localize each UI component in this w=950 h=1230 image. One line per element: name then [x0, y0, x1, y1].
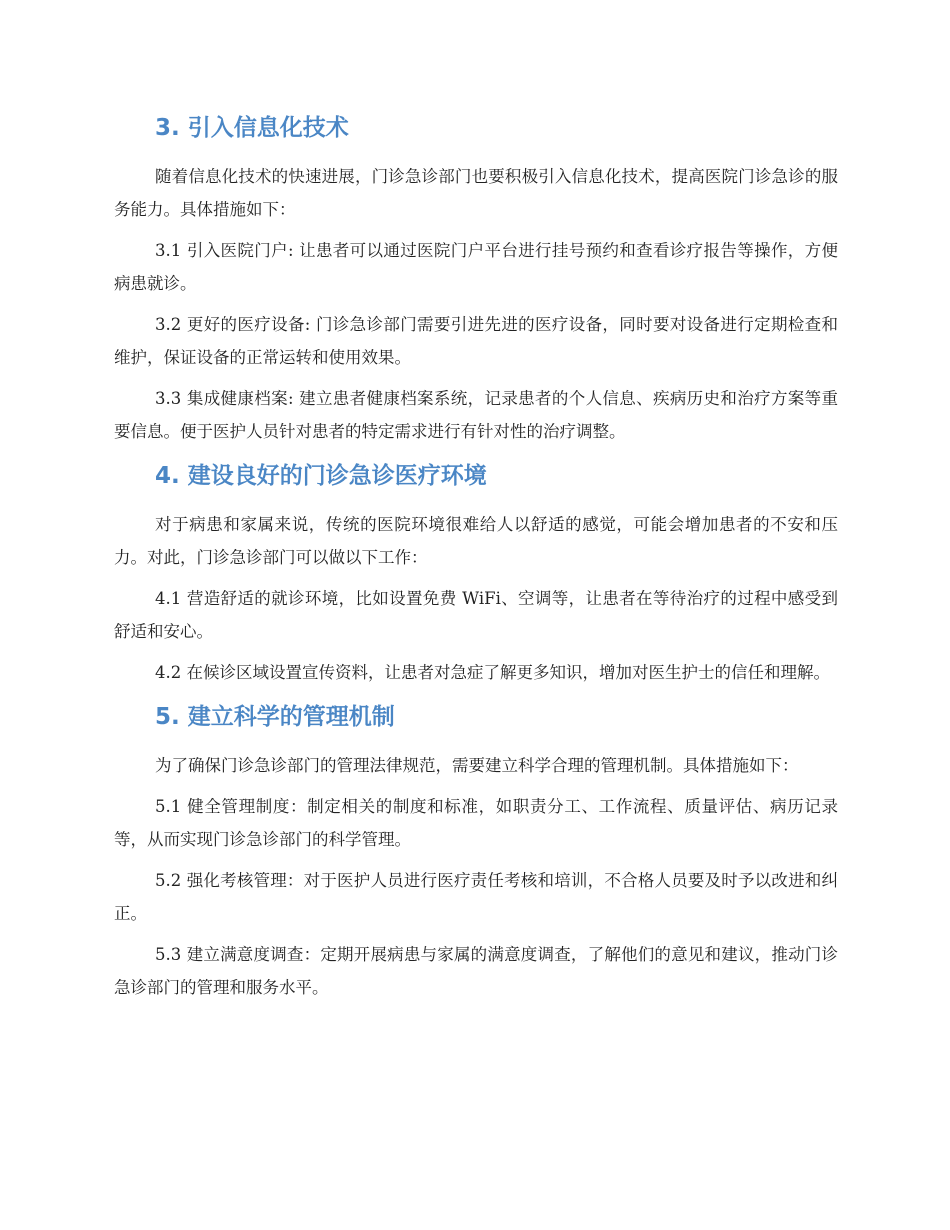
section-5-item-3: 5.3 建立满意度调查：定期开展病患与家属的满意度调查，了解他们的意见和建议，推动门诊急诊部门的管理和服务水平。: [114, 945, 838, 997]
section-title-4: 4. 建设良好的门诊急诊医疗环境: [155, 463, 487, 489]
section-3-item-1: 3.1 引入医院门户: 让患者可以通过医院门户平台进行挂号预约和查看诊疗报告等操作，方便病患就诊。: [114, 241, 838, 293]
document-content: [114, 108, 838, 1004]
section-5-intro: 为了确保门诊急诊部门的管理法律规范，需要建立科学合理的管理机制。具体措施如下：: [155, 756, 799, 775]
section-title-3: 3. 引入信息化技术: [155, 115, 349, 141]
section-title-5: 5. 建立科学的管理机制: [155, 704, 395, 730]
section-5-item-2: 5.2 强化考核管理：对于医护人员进行医疗责任考核和培训，不合格人员要及时予以改进和纠正。: [114, 871, 838, 923]
section-4-item-2: 4.2 在候诊区域设置宣传资料，让患者对急症了解更多知识，增加对医生护士的信任和理解。: [155, 663, 830, 682]
section-4-intro: 对于病患和家属来说，传统的医院环境很难给人以舒适的感觉，可能会增加患者的不安和压力。对此，门诊急诊部门可以做以下工作：: [114, 515, 838, 567]
section-3-item-2: 3.2 更好的医疗设备: 门诊急诊部门需要引进先进的医疗设备，同时要对设备进行定期检查和维护，保证设备的正常运转和使用效果。: [114, 315, 838, 367]
section-3-intro: 随着信息化技术的快速进展，门诊急诊部门也要积极引入信息化技术，提高医院门诊急诊的服务能力。具体措施如下：: [114, 167, 838, 219]
section-3-item-3: 3.3 集成健康档案: 建立患者健康档案系统，记录患者的个人信息、疾病历史和治疗方案等重要信息。便于医护人员针对患者的特定需求进行有针对性的治疗调整。: [114, 389, 838, 441]
section-4-item-1: 4.1 营造舒适的就诊环境，比如设置免费 WiFi、空调等，让患者在等待治疗的过程中感受到舒适和安心。: [114, 589, 838, 641]
section-5-item-1: 5.1 健全管理制度：制定相关的制度和标准，如职责分工、工作流程、质量评估、病历记录等，从而实现门诊急诊部门的科学管理。: [114, 797, 838, 849]
